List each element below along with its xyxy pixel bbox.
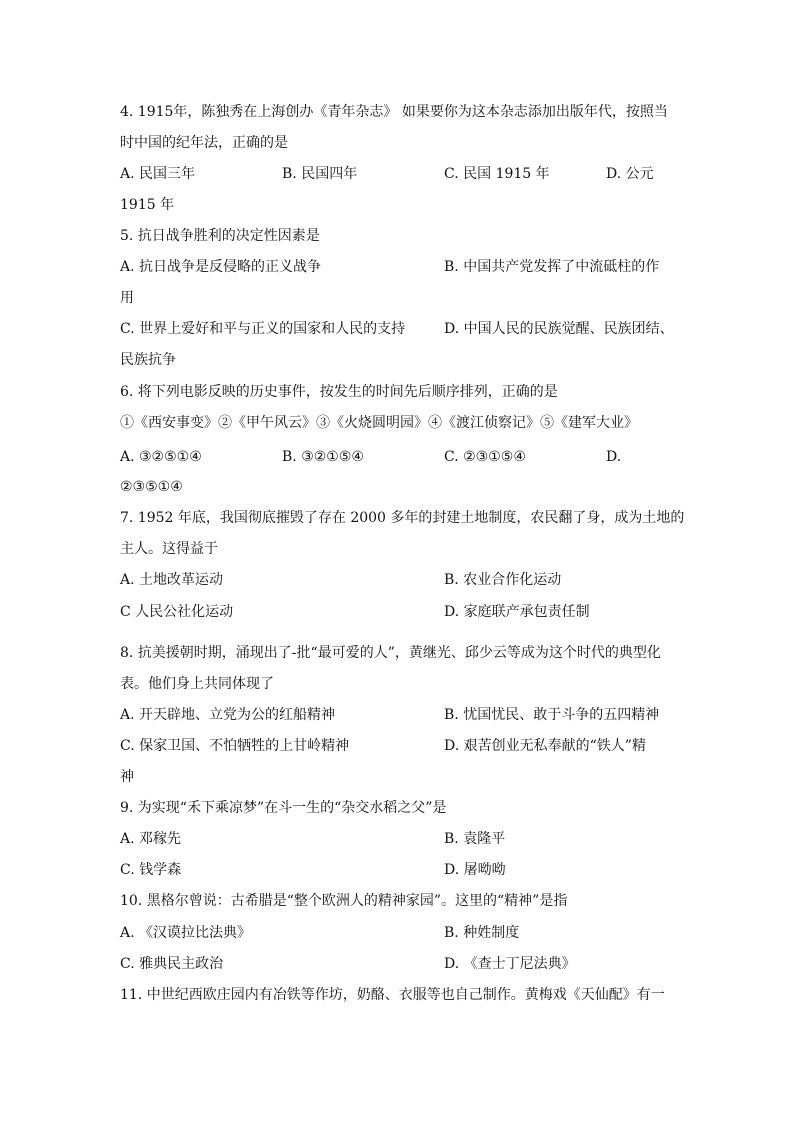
q5-option-b-continued: 用: [120, 290, 134, 306]
q9-option-d: D. 屠呦呦: [444, 862, 506, 878]
q9-option-a: A. 邓稼先: [120, 831, 182, 847]
q5-option-d-continued: 民族抗争: [120, 352, 176, 368]
q5-option-d: D. 中国人民的民族觉醒、民族团结、: [444, 321, 674, 337]
q4-stem-line2: 时中国的纪年法，正确的是: [120, 135, 288, 151]
q4-option-a: A. 民国三年: [120, 166, 196, 182]
q8-option-b: B. 忧国忧民、敢于斗争的五四精神: [444, 707, 660, 723]
q4-option-c: C. 民国 1915 年: [444, 166, 550, 182]
q8-option-a: A. 开天辟地、立党为公的红船精神: [120, 707, 336, 723]
q10-option-c: C. 雅典民主政治: [120, 956, 224, 972]
q5-option-b: B. 中国共产党发挥了中流砥柱的作: [444, 259, 660, 275]
q9-option-b: B. 袁隆平: [444, 831, 506, 847]
q8-option-d-continued: 神: [120, 769, 134, 785]
q4-option-d: D. 公元: [606, 166, 654, 182]
q7-option-c: C 人民公社化运动: [120, 604, 234, 620]
q10-stem: 10. 黑格尔曾说：古希腊是“整个欧洲人的精神家园”。这里的“精神”是指: [120, 893, 568, 909]
q11-stem: 11. 中世纪西欧庄园内有冶铁等作坊，奶酪、衣服等也自己制作。黄梅戏《天仙配》有一: [120, 987, 665, 1003]
q9-stem: 9. 为实现“禾下乘凉梦”在斗一生的“杂交水稻之父”是: [120, 800, 447, 816]
q8-option-c: C. 保家卫国、不怕牺牲的上甘岭精神: [120, 738, 350, 754]
q4-stem-line1: 4. 1915年，陈独秀在上海创办《青年杂志》 如果要你为这本杂志添加出版年代，按照当: [120, 104, 668, 120]
q7-option-a: A. 土地改革运动: [120, 572, 224, 588]
q10-option-a: A. 《汉谟拉比法典》: [120, 925, 252, 941]
q8-stem-line1: 8. 抗美援朝时期，涌现出了-批“最可爱的人”，黄继光、邱少云等成为这个时代的典型化: [120, 645, 661, 661]
q6-film-list: ①《西安事变》②《甲午风云》③《火烧圆明园》④《渡江侦察记》⑤《建军大业》: [120, 415, 638, 431]
q7-stem-line1: 7. 1952 年底，我国彻底摧毁了存在 2000 多年的封建土地制度，农民翻了身，成为土地的: [120, 510, 685, 526]
q6-option-d: D.: [606, 449, 622, 465]
q5-option-c: C. 世界上爱好和平与正义的国家和人民的支持: [120, 321, 406, 337]
q6-option-a: A. ③②⑤①④: [120, 449, 202, 465]
q6-stem: 6. 将下列电影反映的历史事件，按发生的时间先后顺序排列，正确的是: [120, 384, 558, 400]
q4-option-d-continued: 1915 年: [120, 197, 175, 213]
q6-option-b: B. ③②①⑤④: [282, 449, 364, 465]
q7-option-d: D. 家庭联产承包责任制: [444, 604, 590, 620]
q8-stem-line2: 表。他们身上共同体现了: [120, 676, 274, 692]
q6-option-c: C. ②③①⑤④: [444, 449, 526, 465]
q7-option-b: B. 农业合作化运动: [444, 572, 562, 588]
q9-option-c: C. 钱学森: [120, 862, 182, 878]
q6-option-d-continued: ②③⑤①④: [120, 479, 183, 495]
q10-option-b: B. 种姓制度: [444, 925, 520, 941]
q4-option-b: B. 民国四年: [282, 166, 358, 182]
q8-option-d: D. 艰苦创业无私奉献的“铁人”精: [444, 738, 646, 754]
q10-option-d: D. 《查士丁尼法典》: [444, 956, 576, 972]
q5-stem: 5. 抗日战争胜利的决定性因素是: [120, 228, 320, 244]
q7-stem-line2: 主人。这得益于: [120, 541, 218, 557]
q5-option-a: A. 抗日战争是反侵略的正义战争: [120, 259, 322, 275]
